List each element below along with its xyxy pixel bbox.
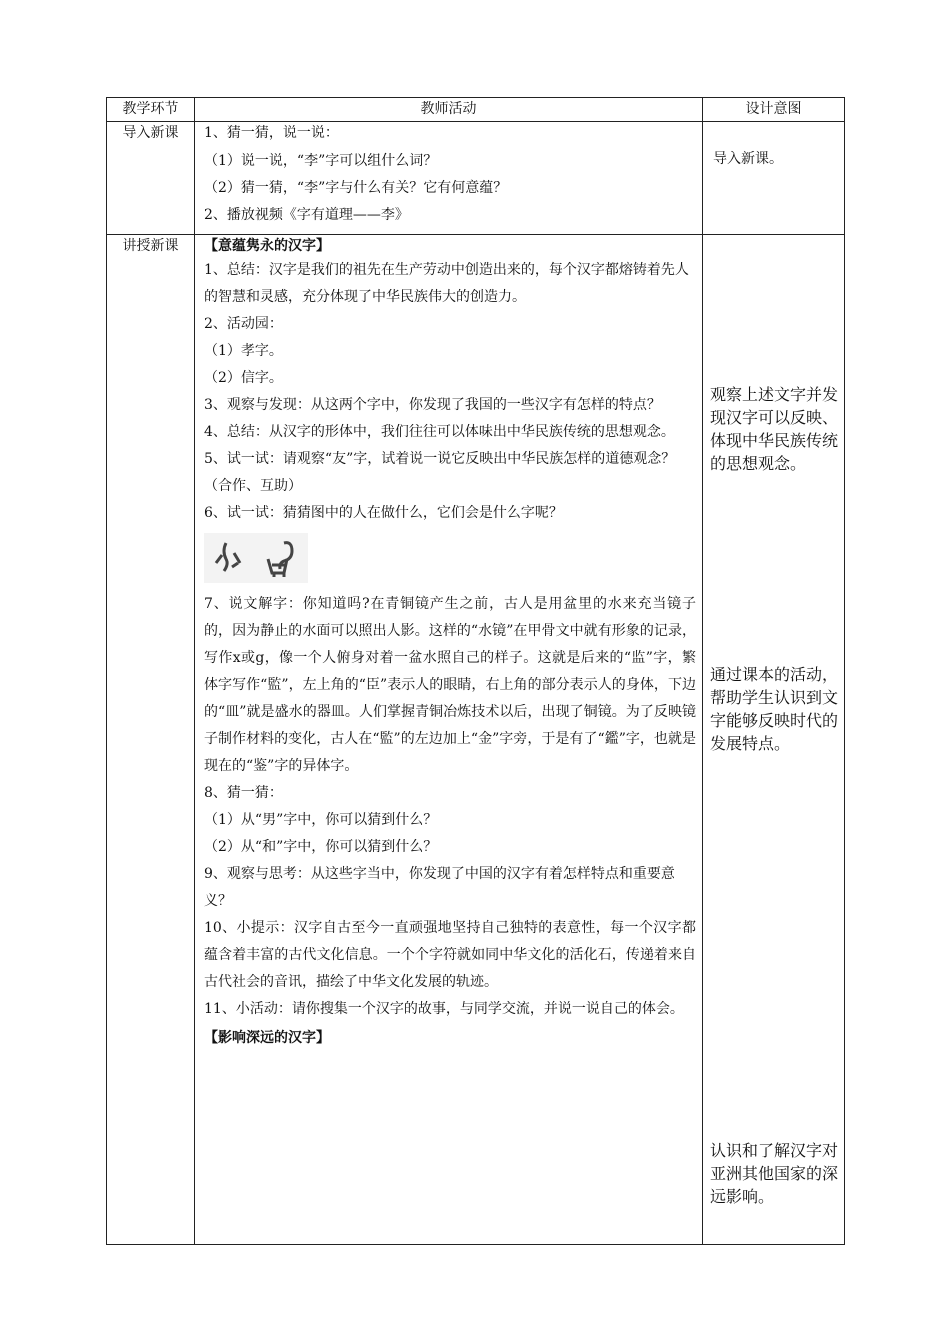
intro-activities	[195, 122, 703, 235]
teach-item-14: 10、小提示：汉字自古至今一直顽强地坚持自己独特的表意性，每一个汉字都蕴含着丰富的古代文化信息。一个个字符就如同中华文化的活化石，传递着来自古代社会的音讯，描绘了中华文化发展的轨迹。	[204, 920, 696, 990]
teach-item-8: 6、试一试：猜猜图中的人在做什么，它们会是什么字呢？	[204, 505, 563, 521]
teach-item-9: 7、说文解字：你知道吗?在青铜镜产生之前，古人是用盆里的水来充当镜子的，因为静止的水面可以照出人影。这样的“水镜”在甲骨文中就有形象的记录，写作x或g，像一个人俯身对着一盆水照自己的样子。这就是后来的“监”字，繁体字写作“監”，左上角的“臣”表示人的眼睛，右上角的部分表示人的身体，下边的“皿”就是盛水的器皿。人们掌握青铜冶炼技术以后，出现了铜镜。为了反映镜子制作材料的变化，古人在“監”的左边加上“金”字旁，于是有了“鑑”字，也就是现在的“鉴”字的异体字。	[204, 596, 696, 774]
teach-item-4: （2）信字。	[204, 370, 283, 386]
teach-intent-3: 认识和了解汉字对亚洲其他国家的深远影响。	[710, 1141, 839, 1206]
teach-item-12: （2）从“和”字中，你可以猜到什么？	[204, 839, 438, 855]
glyph-drawing	[204, 533, 308, 583]
intro-stage: 导入新课	[107, 122, 195, 235]
intro-row	[107, 122, 845, 235]
teach-item-1: 1、总结：汉字是我们的祖先在生产劳动中创造出来的，每个汉字都熔铸着先人的智慧和灵感，充分体现了中华民族伟大的创造力。	[204, 262, 689, 305]
teach-item-5: 3、观察与发现：从这两个字中，你发现了我国的一些汉字有怎样的特点？	[204, 397, 661, 413]
teach-item-7: 5、试一试：请观察“友”字，试着说一说它反映出中华民族怎样的道德观念？（合作、互助）	[204, 451, 676, 494]
header-row	[107, 98, 845, 122]
intro-intent	[703, 122, 845, 235]
teach-intent-1: 观察上述文字并发现汉字可以反映、体现中华民族传统的思想观念。	[710, 385, 839, 473]
oracle-bone-glyphs-image	[204, 533, 308, 583]
intro-activity-1: 1、猜一猜，说一说：	[204, 125, 339, 141]
teach-item-2: 2、活动园：	[204, 316, 283, 332]
teach-activities	[195, 235, 703, 1245]
teach-item-15: 11、小活动：请你搜集一个汉字的故事，与同学交流，并说一说自己的体会。	[204, 1001, 684, 1017]
teach-item-10: 8、猜一猜：	[204, 785, 283, 801]
header-intent: 设计意图	[703, 98, 845, 122]
teach-item-3: （1）孝字。	[204, 343, 283, 359]
teach-intent-2: 通过课本的活动，帮助学生认识到文字能够反映时代的发展特点。	[710, 665, 839, 753]
intro-activity-3: （2）猜一猜，“李”字与什么有关？它有何意蕴？	[204, 180, 508, 196]
section-title-meaningful: 【意蕴隽永的汉字】	[204, 238, 330, 254]
teach-item-11: （1）从“男”字中，你可以猜到什么？	[204, 812, 438, 828]
intro-intent-text: 导入新课。	[713, 151, 783, 167]
teach-stage: 讲授新课	[107, 235, 195, 1245]
section-title-influential: 【影响深远的汉字】	[204, 1030, 330, 1046]
teach-item-6: 4、总结：从汉字的形体中，我们往往可以体味出中华民族传统的思想观念。	[204, 424, 675, 440]
header-activity: 教师活动	[195, 98, 703, 122]
intro-activity-2: （1）说一说，“李”字可以组什么词？	[204, 153, 438, 169]
teach-item-13: 9、观察与思考：从这些字当中，你发现了中国的汉字有着怎样特点和重要意义？	[204, 866, 675, 909]
intro-activity-4: 2、播放视频《字有道理——李》	[204, 207, 409, 223]
header-stage: 教学环节	[107, 98, 195, 122]
